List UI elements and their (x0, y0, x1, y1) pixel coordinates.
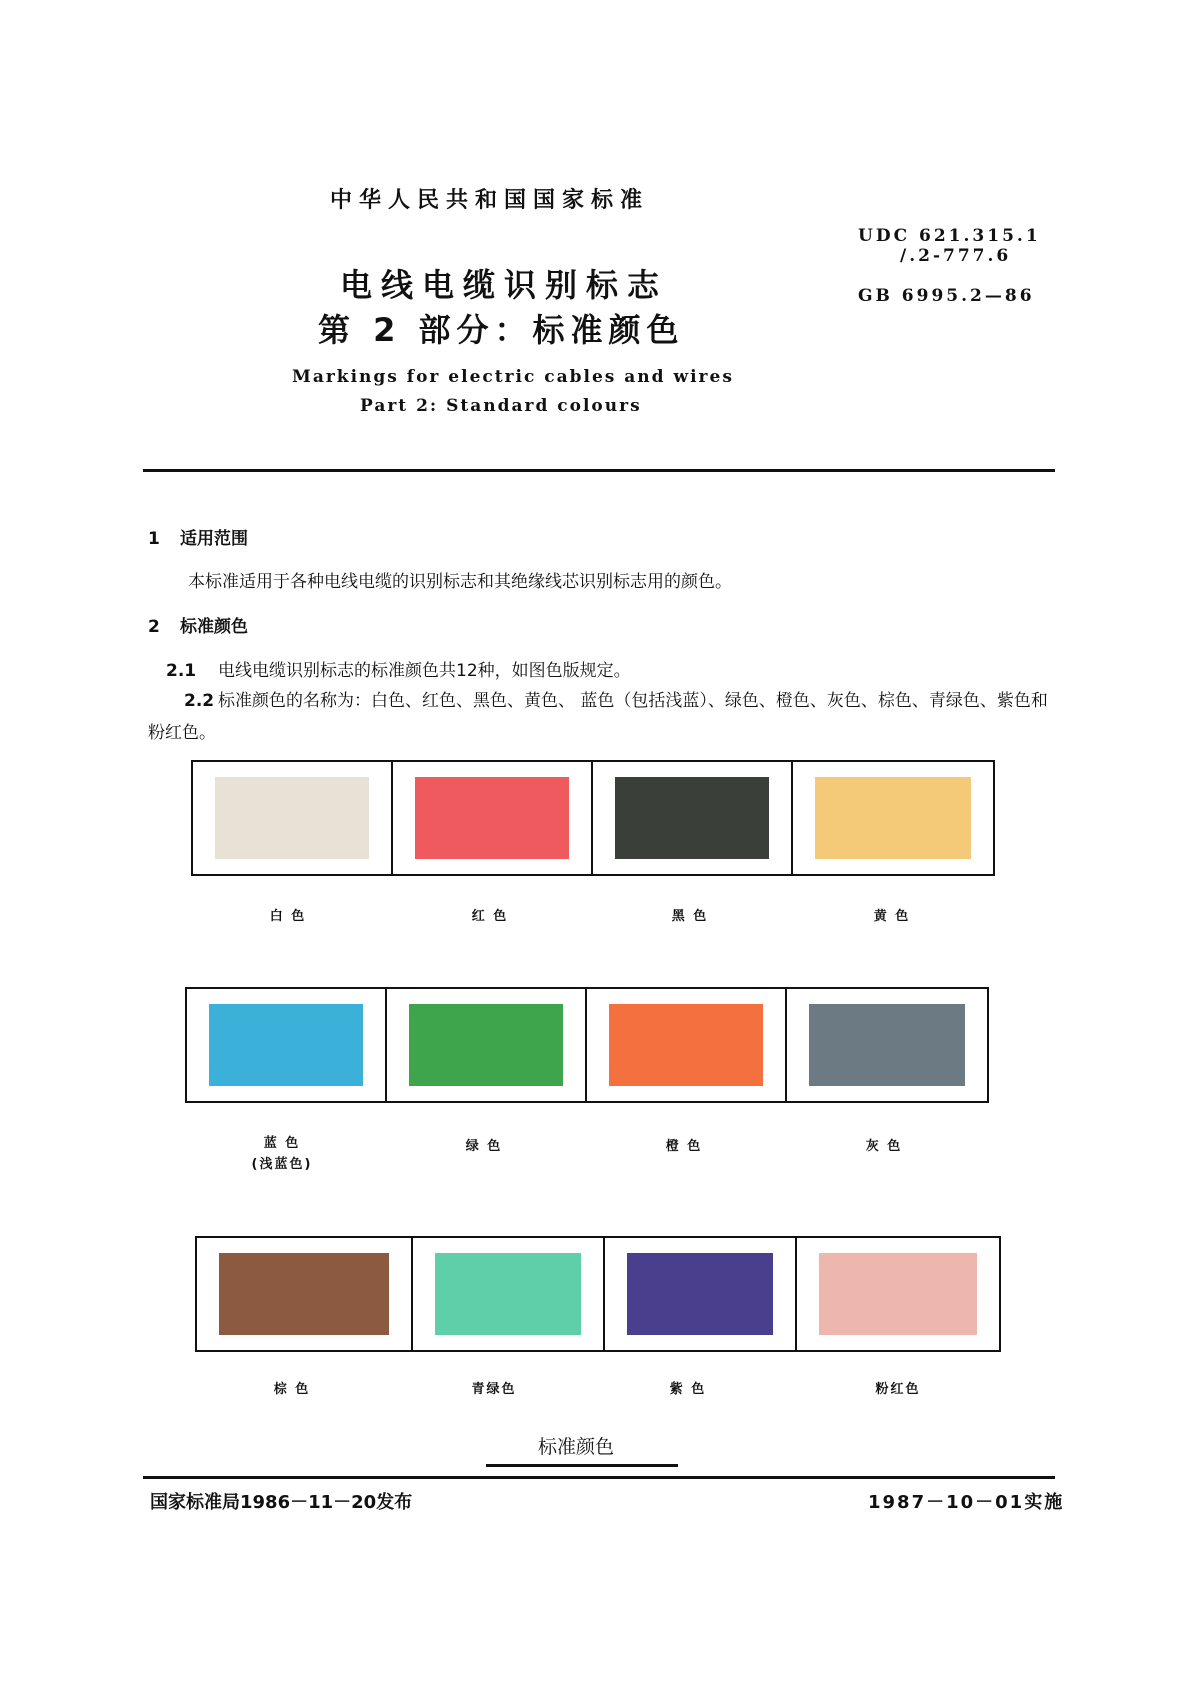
section-2-heading (148, 612, 248, 637)
swatch-cell-pink (797, 1238, 999, 1350)
swatch-blue (209, 1004, 363, 1086)
swatch-pink (819, 1253, 977, 1335)
swatch-grey (809, 1004, 965, 1086)
clause-2-2 (148, 685, 1053, 749)
swatch-red (415, 777, 569, 859)
label-white: 白 色 (269, 909, 307, 924)
swatch-cell-red (393, 762, 593, 874)
swatch-cell-green (387, 989, 587, 1101)
title-english-line1: Markings for electric cables and wires (292, 367, 734, 387)
label-teal: 青绿色 (471, 1382, 517, 1397)
section-1-title: 适用范围 (180, 529, 248, 549)
label-brown: 棕 色 (273, 1382, 311, 1397)
section-1-number: 1 (148, 529, 160, 549)
swatch-white (215, 777, 369, 859)
label-grey: 灰 色 (865, 1139, 903, 1154)
title-chinese-line2: 第 2 部分：标准颜色 (318, 311, 685, 349)
clause-2-2-number: 2.2 (184, 691, 215, 711)
title-chinese-line1: 电线电缆识别标志 (340, 266, 669, 304)
header-divider (143, 469, 1055, 472)
swatch-cell-black (593, 762, 793, 874)
swatch-teal (435, 1253, 581, 1335)
swatch-black (615, 777, 769, 859)
swatch-brown (219, 1253, 389, 1335)
clause-2-1 (166, 656, 631, 681)
swatch-cell-white (193, 762, 393, 874)
label-yellow: 黄 色 (873, 909, 911, 924)
label-purple: 紫 色 (669, 1382, 707, 1397)
swatch-cell-orange (587, 989, 787, 1101)
swatch-orange (609, 1004, 763, 1086)
swatch-cell-teal (413, 1238, 605, 1350)
label-green: 绿 色 (465, 1139, 503, 1154)
section-1-body: 本标准适用于各种电线电缆的识别标志和其绝缘线芯识别标志用的颜色。 (188, 572, 732, 592)
label-red: 红 色 (471, 909, 509, 924)
figure-caption: 标准颜色 (538, 1436, 615, 1458)
swatch-cell-yellow (793, 762, 993, 874)
clause-2-1-number: 2.1 (166, 661, 197, 681)
swatch-row-1 (191, 760, 995, 876)
swatch-cell-grey (787, 989, 987, 1101)
swatch-cell-purple (605, 1238, 797, 1350)
swatch-row-2 (185, 987, 989, 1103)
udc-code: UDC 621.315.1 (858, 226, 1041, 246)
section-2-title: 标准颜色 (180, 617, 248, 637)
label-orange: 橙 色 (665, 1139, 703, 1154)
caption-underline (486, 1464, 678, 1467)
section-2-number: 2 (148, 617, 160, 637)
swatch-row-3 (195, 1236, 1001, 1352)
clause-2-2-text: 标准颜色的名称为：白色、红色、黑色、黄色、 蓝色（包括浅蓝）、绿色、橙色、灰色、棕色、青绿色、紫色和粉红色。 (148, 691, 1048, 743)
gb-number: GB 6995.2—86 (858, 286, 1035, 306)
clause-2-1-text: 电线电缆识别标志的标准颜色共12种，如图色版规定。 (218, 661, 631, 681)
label-pink: 粉红色 (875, 1382, 921, 1397)
section-1-heading (148, 524, 248, 549)
swatch-green (409, 1004, 563, 1086)
label-blue-note: (浅蓝色) (251, 1157, 313, 1172)
title-english-line2: Part 2: Standard colours (360, 396, 642, 416)
footer-divider (143, 1476, 1055, 1479)
swatch-purple (627, 1253, 773, 1335)
swatch-cell-brown (197, 1238, 413, 1350)
swatch-cell-blue (187, 989, 387, 1101)
swatch-yellow (815, 777, 971, 859)
udc-code-cont: /.2-777.6 (900, 246, 1012, 266)
label-blue: 蓝 色 (263, 1136, 301, 1151)
issue-date: 国家标准局1986－11－20发布 (150, 1492, 413, 1513)
national-standard-heading: 中华人民共和国国家标准 (330, 188, 650, 213)
effective-date: 1987－10－01实施 (868, 1492, 1065, 1513)
label-black: 黑 色 (671, 909, 709, 924)
